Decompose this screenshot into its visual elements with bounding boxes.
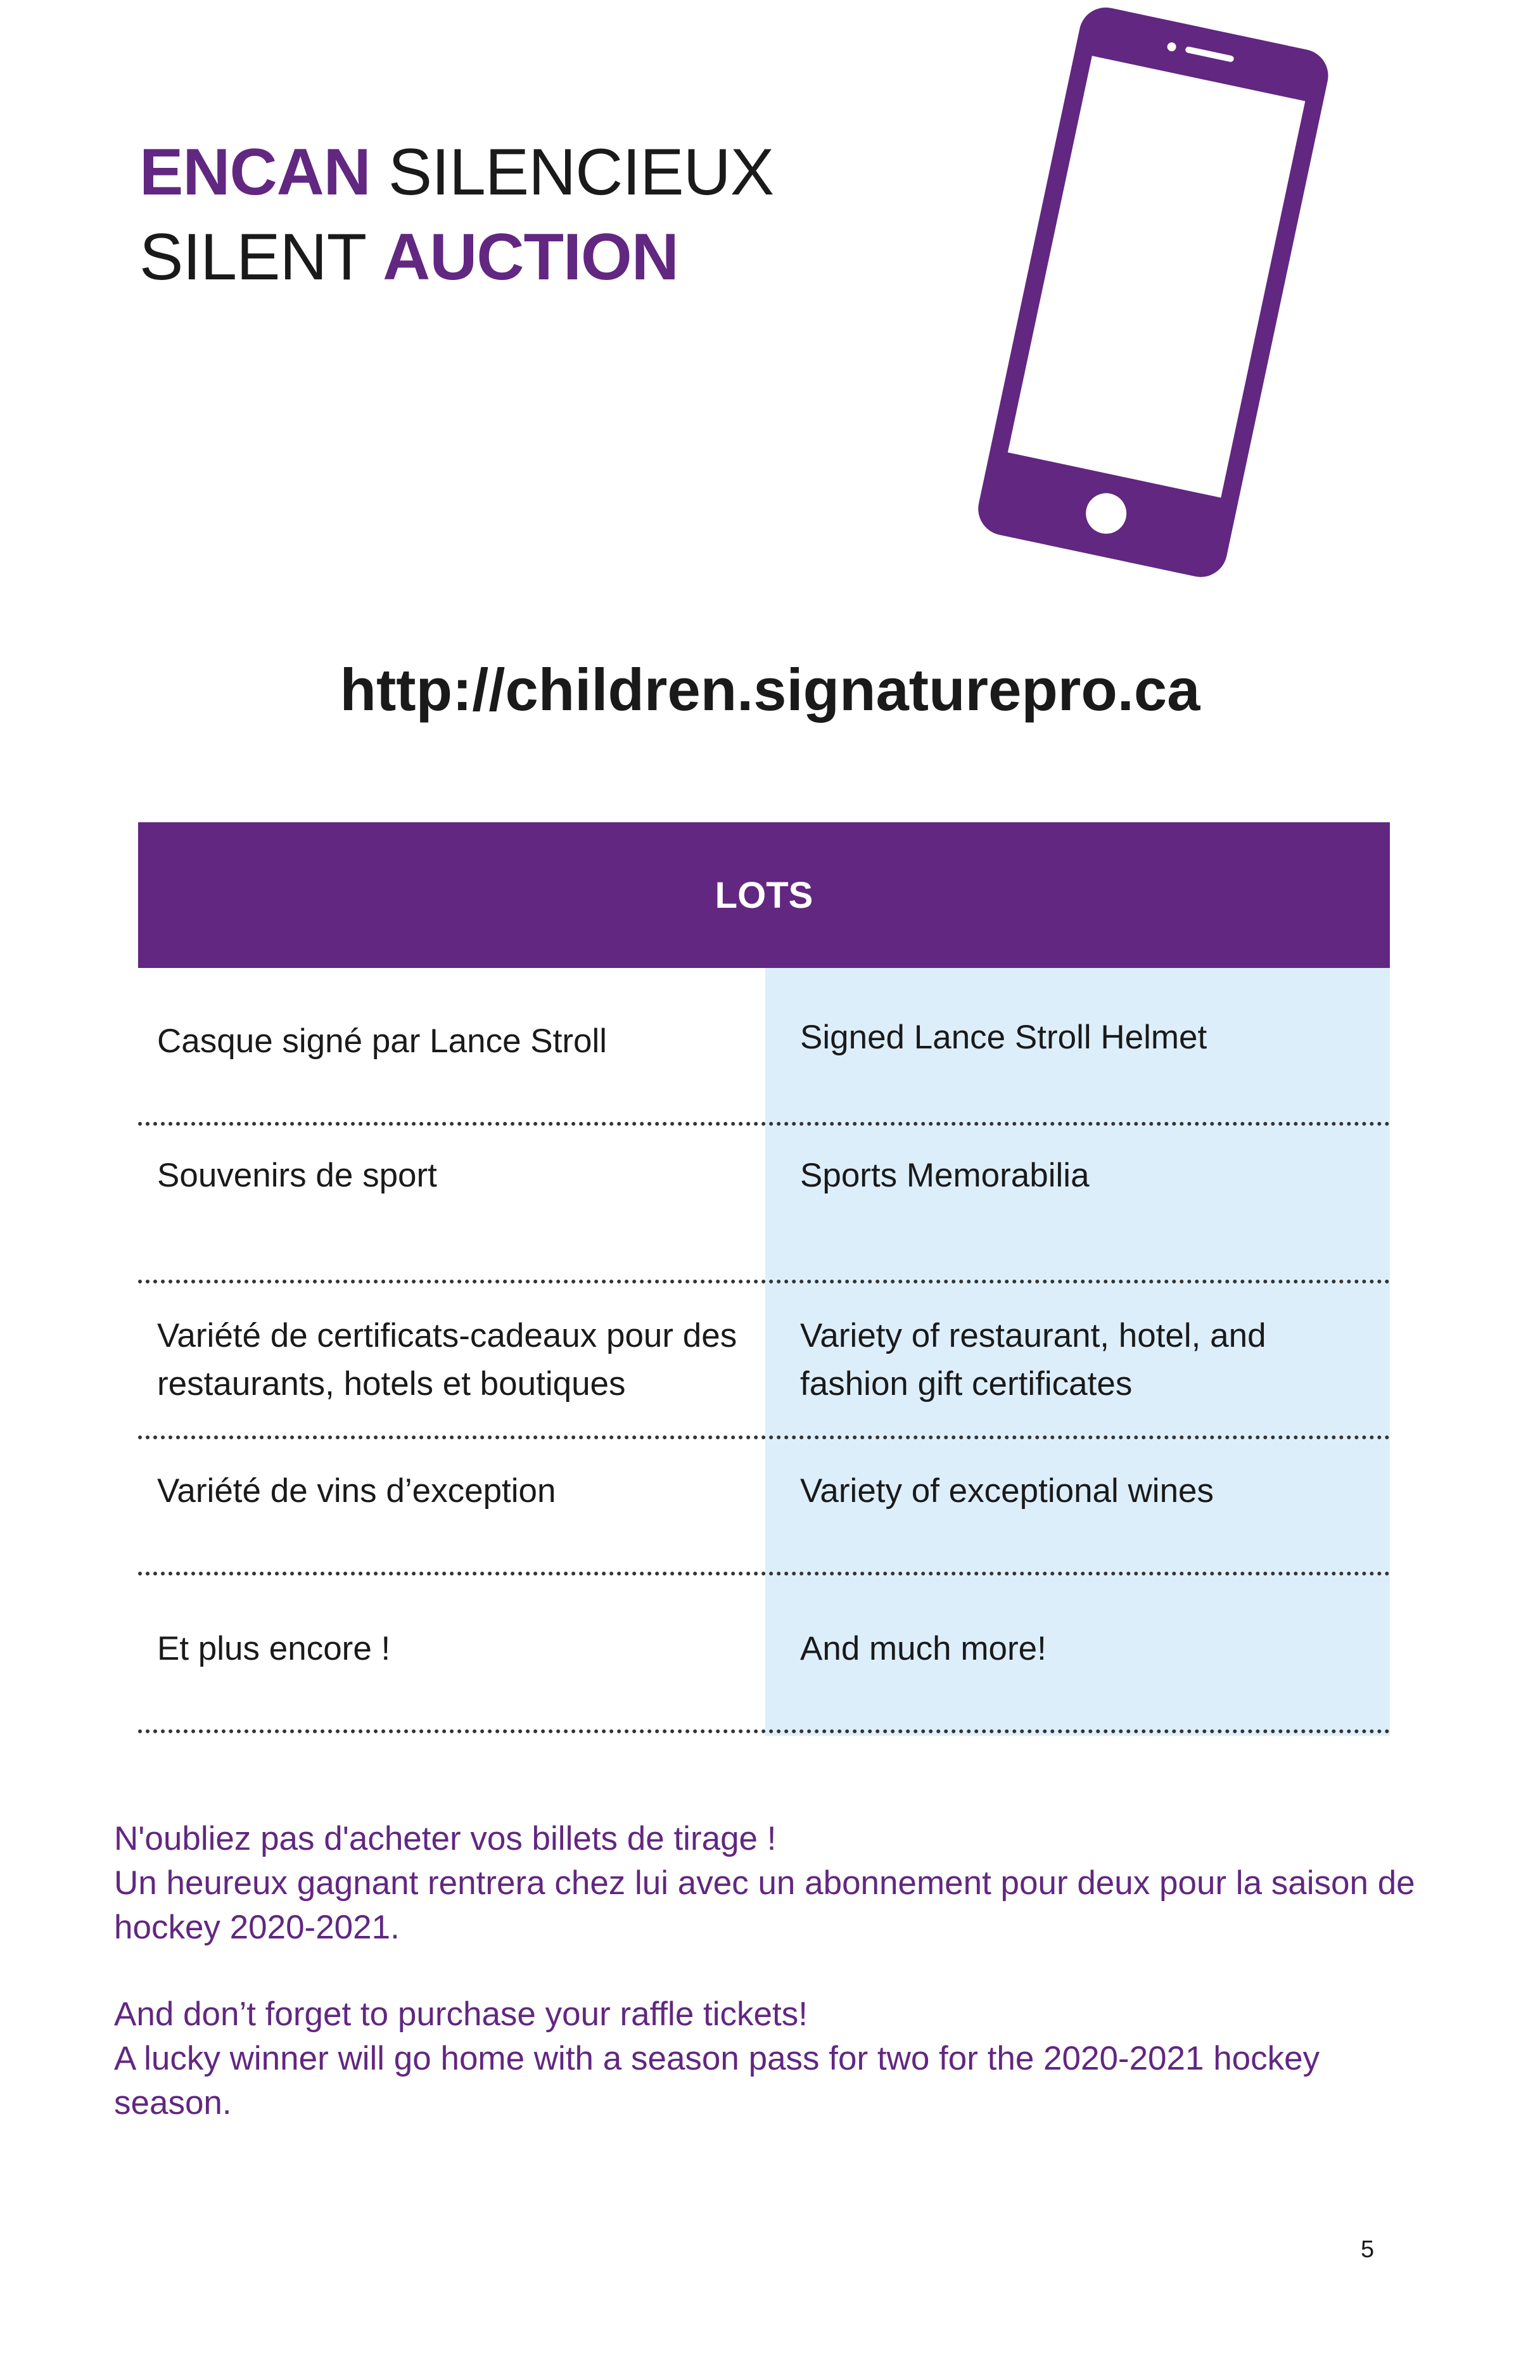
lot-4-french: Variété de vins d’exception	[157, 1472, 556, 1510]
raffle-english-line2: A lucky winner will go home with a season pass for two for the 2020-2021 hockey season.	[114, 2040, 1320, 2122]
auction-url[interactable]: http://children.signaturepro.ca	[340, 656, 1200, 723]
lot-1-french: Casque signé par Lance Stroll	[157, 1022, 608, 1060]
lots-table	[138, 822, 1390, 1737]
lot-2-english: Sports Memorabilia	[800, 1157, 1090, 1194]
row-divider	[138, 1280, 1390, 1283]
lot-4-english: Variety of exceptional wines	[800, 1472, 1214, 1510]
title-line-english	[139, 215, 773, 300]
page-number: 5	[1361, 2236, 1375, 2263]
row-divider	[138, 1435, 1390, 1439]
row-divider	[138, 1729, 1390, 1733]
page-title	[139, 130, 773, 300]
title-english-strong: AUCTION	[383, 220, 678, 294]
lot-5-english: And much more!	[800, 1630, 1047, 1667]
raffle-note-english	[114, 1992, 1432, 2125]
title-line-french	[139, 130, 773, 215]
lot-1-english: Signed Lance Stroll Helmet	[800, 1019, 1207, 1056]
title-french-strong: ENCAN	[139, 136, 371, 209]
lot-5-french: Et plus encore !	[157, 1630, 391, 1667]
lot-2-french: Souvenirs de sport	[157, 1157, 437, 1194]
smartphone-icon	[931, 0, 1337, 583]
raffle-french-line1: N'oubliez pas d'acheter vos billets de tirage !	[114, 1820, 777, 1857]
raffle-french-line2: Un heureux gagnant rentrera chez lui avec un abonnement pour deux pour la saison de hockey 2020-2021.	[114, 1864, 1415, 1946]
row-divider	[138, 1572, 1390, 1575]
title-english-light: SILENT	[139, 220, 383, 294]
title-french-light: SILENCIEUX	[370, 136, 774, 209]
lots-table-header: LOTS	[138, 822, 1390, 968]
row-divider	[138, 1122, 1390, 1126]
lot-3-english: Variety of restaurant, hotel, and fashion gift certificates	[800, 1317, 1266, 1403]
lot-3-french: Variété de certificats-cadeaux pour des restaurants, hotels et boutiques	[157, 1317, 737, 1403]
raffle-note-french	[114, 1817, 1432, 1950]
raffle-english-line1: And don’t forget to purchase your raffle tickets!	[114, 1995, 808, 2033]
